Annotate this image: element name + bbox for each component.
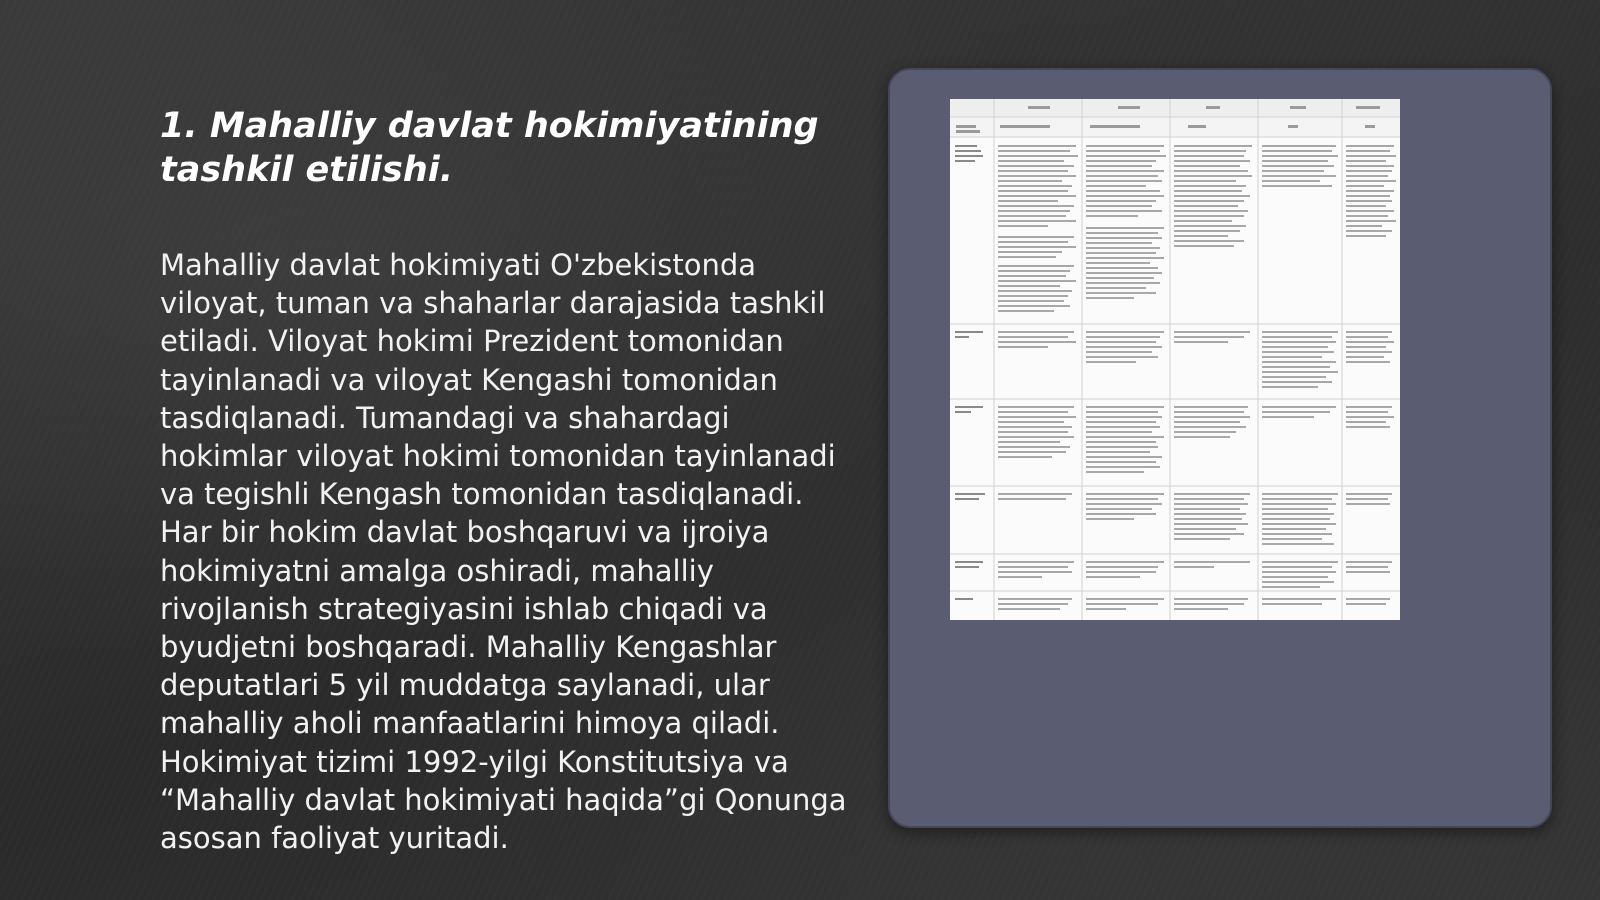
slide-title: 1. Mahalliy davlat hokimiyatining tashkil etilishi.: [160, 106, 819, 190]
slide-body-text: Mahalliy davlat hokimiyati O'zbekistonda viloyat, tuman va shaharlar darajasida tashkil etiladi. Viloyat hokimi Prezident tomonidan tayinlanadi va viloyat Kengashi tomonidan tasdiqlanadi. Tumandagi va shahardagi hokimlar viloyat hokimi tomonidan tayinlanadi va tegishli Kengash tomonidan tasdiqlanadi. Har bir hokim davlat boshqaruvi va ijroiya hokimiyatni amalga oshiradi, mahalliy rivojlanish strategiyasini ishlab chiqadi va byudjetni boshqaradi. Mahalliy Kengashlar deputatlari 5 yil muddatga saylanadi, ular mahalliy aholi manfaatlarini himoya qiladi. Hokimiyat tizimi 1992-yilgi Konstitutsiya va “Mahalliy davlat hokimiyati haqida”gi Qonunga asosan faoliyat yuritadi.: [160, 248, 847, 856]
table-document-image: [950, 99, 1400, 620]
